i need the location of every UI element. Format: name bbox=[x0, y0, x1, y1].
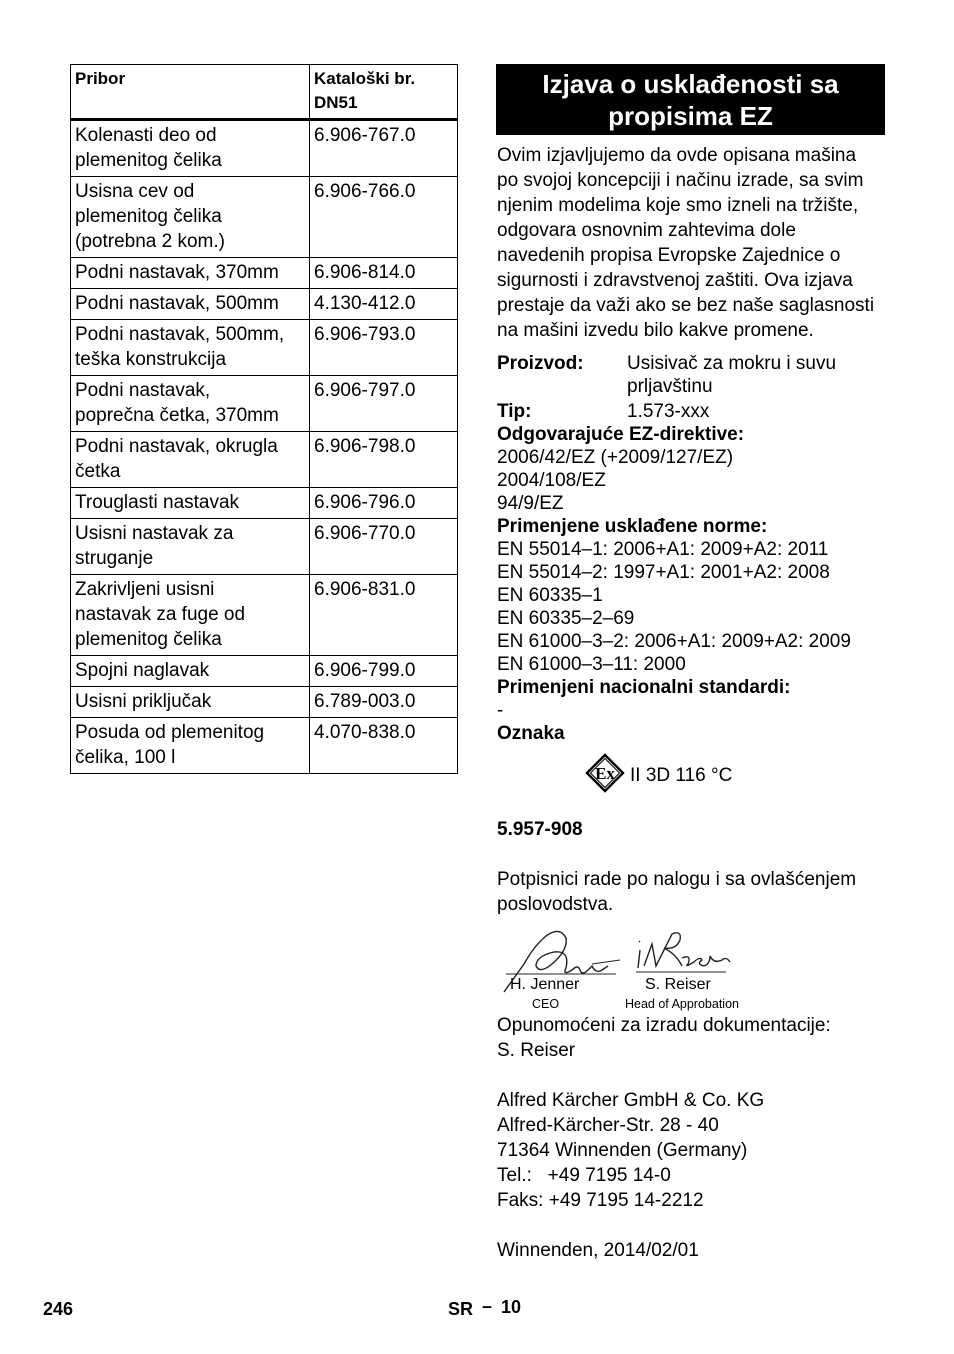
catalog-number-cell: 6.906-798.0 bbox=[310, 432, 458, 488]
language-code: SR bbox=[448, 1299, 474, 1319]
catalog-number-cell: 6.906-797.0 bbox=[310, 376, 458, 432]
svg-text:Ex: Ex bbox=[595, 764, 615, 783]
header-catalog-number: Kataloški br. DN51 bbox=[310, 65, 458, 120]
accessory-name-line: Kolenasti deo od bbox=[75, 125, 217, 146]
accessory-name-line: struganje bbox=[75, 548, 154, 569]
norm-item: EN 60335–1 bbox=[497, 585, 603, 606]
declaration-heading: Izjava o usklađenosti sa propisima EZ bbox=[496, 64, 885, 135]
norm-item: EN 60335–2–69 bbox=[497, 608, 635, 629]
accessory-name-cell bbox=[71, 575, 310, 656]
accessory-name-line: čelika, 100 l bbox=[75, 747, 176, 768]
marking-text: II 3D 116 °C bbox=[630, 765, 733, 786]
catalog-number-cell: 6.906-814.0 bbox=[310, 258, 458, 289]
marking-label: Oznaka bbox=[497, 723, 565, 744]
document-number: 5.957-908 bbox=[497, 819, 583, 840]
norm-item: EN 55014–2: 1997+A1: 2001+A2: 2008 bbox=[497, 562, 830, 583]
table-row bbox=[71, 656, 458, 687]
accessory-name-line: Podni nastavak, okrugla bbox=[75, 436, 278, 457]
accessory-name-cell bbox=[71, 432, 310, 488]
page-number: 246 bbox=[43, 1299, 74, 1319]
table-row bbox=[71, 120, 458, 177]
norm-item: EN 61000–3–11: 2000 bbox=[497, 654, 686, 675]
table-header-row bbox=[71, 65, 458, 120]
catalog-number-cell: 6.906-793.0 bbox=[310, 320, 458, 376]
catalog-number-cell: 4.070-838.0 bbox=[310, 718, 458, 774]
product-row bbox=[497, 352, 887, 400]
directive-item: 2004/108/EZ bbox=[497, 470, 606, 491]
signer-title: Head of Approbation bbox=[625, 997, 739, 1011]
accessory-name-line: Usisna cev od bbox=[75, 181, 195, 202]
documentation-responsible: Opunomoćeni za izradu dokumentacije: S. Reiser bbox=[497, 1015, 831, 1061]
table-body bbox=[71, 120, 458, 774]
table-row bbox=[71, 289, 458, 320]
accessory-name-cell bbox=[71, 376, 310, 432]
directive-item: 2006/42/EZ (+2009/127/EZ) bbox=[497, 447, 734, 468]
signer-title: CEO bbox=[532, 997, 560, 1011]
declaration-intro: Ovim izjavljujemo da ovde opisana mašina po svojoj koncepciji i načinu izrade, sa svim njenim modelima koje smo izneli na tržište, odgovara osnovnim zahtevima dole navedenih propisa Evropske Zajednice o sigurnosti i zdravstvenoj zaštiti. Ova izjava prestaje da važi ako se bez naše saglasnosti na mašini izvedu bilo kakve promene. bbox=[497, 145, 875, 341]
accessory-name-cell bbox=[71, 120, 310, 177]
product-value: Usisivač za mokru i suvu prljavštinu bbox=[627, 353, 837, 397]
national-standards-value: - bbox=[497, 700, 504, 721]
accessories-table bbox=[70, 64, 458, 774]
product-label: Proizvod: bbox=[497, 353, 584, 374]
accessory-name-line: Trouglasti nastavak bbox=[75, 492, 240, 513]
accessory-name-cell bbox=[71, 320, 310, 376]
catalog-number-cell: 6.906-831.0 bbox=[310, 575, 458, 656]
accessory-name-cell bbox=[71, 687, 310, 718]
table-row bbox=[71, 488, 458, 519]
accessory-name-line: (potrebna 2 kom.) bbox=[75, 231, 225, 252]
ex-marking bbox=[584, 753, 732, 793]
table-row bbox=[71, 376, 458, 432]
accessory-name-line: Usisni nastavak za bbox=[75, 523, 234, 544]
directives-label: Odgovarajuće EZ-direktive: bbox=[497, 424, 745, 445]
accessory-name-cell bbox=[71, 656, 310, 687]
accessory-name-line: četka bbox=[75, 461, 121, 482]
accessory-name-line: Podni nastavak, 500mm, bbox=[75, 324, 285, 345]
table-row bbox=[71, 519, 458, 575]
accessory-name-cell bbox=[71, 519, 310, 575]
table-row bbox=[71, 687, 458, 718]
accessory-name-cell bbox=[71, 258, 310, 289]
ex-hexagon-icon bbox=[584, 753, 626, 793]
norm-item: EN 55014–1: 2006+A1: 2009+A2: 2011 bbox=[497, 539, 829, 560]
table-row bbox=[71, 320, 458, 376]
signers-note: Potpisnici rade po nalogu i sa ovlašćenjem poslovodstva. bbox=[497, 869, 857, 915]
accessory-name-cell bbox=[71, 488, 310, 519]
signer-name: S. Reiser bbox=[645, 976, 711, 993]
accessory-name-line: Podni nastavak, 500mm bbox=[75, 293, 279, 314]
company-address: Alfred Kärcher GmbH & Co. KG Alfred-Kärcher-Str. 28 - 40 71364 Winnenden (Germany) Tel.: +49 7195 14-0 Faks: +49 7195 14-2212 bbox=[497, 1090, 765, 1211]
catalog-number-cell: 6.906-766.0 bbox=[310, 177, 458, 258]
catalog-number-cell: 6.789-003.0 bbox=[310, 687, 458, 718]
accessory-name-line: Podni nastavak, bbox=[75, 380, 211, 401]
catalog-number-cell: 4.130-412.0 bbox=[310, 289, 458, 320]
table-row bbox=[71, 718, 458, 774]
table-row bbox=[71, 177, 458, 258]
type-label: Tip: bbox=[497, 401, 532, 422]
accessory-name-cell bbox=[71, 718, 310, 774]
table-row bbox=[71, 258, 458, 289]
accessory-name-line: plemenitog čelika bbox=[75, 206, 222, 227]
type-row bbox=[497, 400, 887, 423]
section-page-number: 10 bbox=[501, 1297, 522, 1317]
catalog-number-cell: 6.906-770.0 bbox=[310, 519, 458, 575]
catalog-number-cell: 6.906-767.0 bbox=[310, 120, 458, 177]
accessory-name-line: Zakrivljeni usisni bbox=[75, 579, 215, 600]
accessory-name-line: nastavak za fuge od bbox=[75, 604, 246, 625]
accessory-name-cell bbox=[71, 177, 310, 258]
norm-item: EN 61000–3–2: 2006+A1: 2009+A2: 2009 bbox=[497, 631, 851, 652]
accessory-name-line: plemenitog čelika bbox=[75, 150, 222, 171]
accessory-name-cell bbox=[71, 289, 310, 320]
accessory-name-line: poprečna četka, 370mm bbox=[75, 405, 279, 426]
table-row bbox=[71, 432, 458, 488]
accessory-name-line: Spojni naglavak bbox=[75, 660, 210, 681]
footer-dash: – bbox=[482, 1296, 493, 1316]
catalog-number-cell: 6.906-799.0 bbox=[310, 656, 458, 687]
accessory-name-line: Usisni priključak bbox=[75, 691, 212, 712]
accessory-name-line: Posuda od plemenitog bbox=[75, 722, 265, 743]
accessory-name-line: Podni nastavak, 370mm bbox=[75, 262, 279, 283]
signer-name: H. Jenner bbox=[510, 976, 580, 993]
norms-label: Primenjene usklađene norme: bbox=[497, 516, 768, 537]
header-accessory: Pribor bbox=[71, 65, 310, 120]
accessory-name-line: plemenitog čelika bbox=[75, 629, 222, 650]
national-standards-label: Primenjeni nacionalni standardi: bbox=[497, 677, 791, 698]
type-value: 1.573-xxx bbox=[627, 401, 710, 422]
catalog-number-cell: 6.906-796.0 bbox=[310, 488, 458, 519]
directive-item: 94/9/EZ bbox=[497, 493, 564, 514]
table-row bbox=[71, 575, 458, 656]
directives-block bbox=[497, 423, 851, 745]
place-date: Winnenden, 2014/02/01 bbox=[497, 1240, 699, 1261]
accessory-name-line: teška konstrukcija bbox=[75, 349, 227, 370]
